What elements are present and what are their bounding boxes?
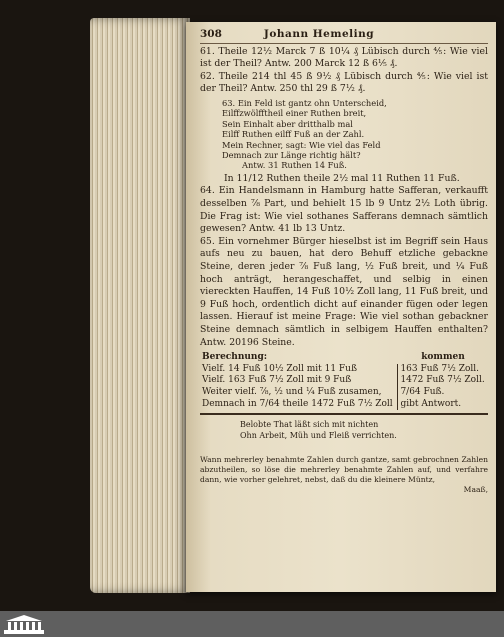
- calc-row: [200, 399, 488, 411]
- calc-row: [200, 387, 488, 399]
- verse-line: Mein Rechner, sagt: Wie viel das Feld: [222, 139, 381, 150]
- solution-63: In 11/12 Ruthen theile 2½ mal 11 Ruthen 11 Fuß.: [224, 172, 460, 184]
- problem-64: 64. Ein Handelsmann in Hamburg hatte Safferan, verkaufft desselben ⅞ Part, und behielt 15 lb 9 Untz 2½ Loth übrig. Die Frag ist: Wie viel sothanes Safferans demnach sämtlich gewesen? Antw. 41 lb 13 Untz.: [200, 185, 488, 235]
- problem-65: 65. Ein vornehmer Bürger hieselbst ist im Begriff sein Haus aufs neu zu bauen, hat dero Behuff etzliche gebackne Steine, deren jeder ⅞ Fuß lang, ½ Fuß breit, und ¼ Fuß hoch anträgt, herangeschaffet, und selbig in einen viereckten Hauffen, 14 Fuß 10½ Zoll lang, 11 Fuß breit, und 9 Fuß hoch, ordentlich dicht auf einander fügen oder legen lassen. Hierauf ist meine Frage: Wie viel sothan gebackner Steine demnach sämtlich in selbigem Hauffen enthalten? Antw. 20196 Steine.: [200, 235, 488, 348]
- rule-note: [200, 455, 488, 495]
- viewer-footer-bar: [0, 611, 504, 637]
- calc-step: Weiter vielf. ⅞, ½ und ¼ Fuß zusamen,: [200, 387, 398, 399]
- motto: [240, 420, 488, 441]
- running-title: Johann Hemeling: [263, 28, 375, 40]
- verse-line: 63. Ein Feld ist gantz ohn Unterscheid,: [222, 97, 387, 108]
- calculation-table: [200, 352, 488, 410]
- page-edges: [90, 18, 190, 593]
- rule-note-text: Wann mehrerley benahmte Zahlen durch gantze, samt gebrochnen Zahlen abzutheilen, so löse die mehrerley benahmte Zahlen auf, und verfahre dann, wie vorher gelehret, nebst, daß du die kleinere Müntz,: [200, 454, 488, 484]
- calc-row: [200, 364, 488, 376]
- catchword: Maaß,: [463, 484, 488, 494]
- verse-line: Demnach zur Länge richtig hält?: [222, 150, 361, 160]
- verse-line: Eilff Ruthen eilff Fuß an der Zahl.: [222, 129, 365, 140]
- motto-line: Belobte That läßt sich mit nichten: [240, 420, 379, 430]
- calc-step: Vielf. 163 Fuß 7½ Zoll mit 9 Fuß: [200, 375, 398, 387]
- calc-row: [200, 375, 488, 387]
- calc-result: gibt Antwort.: [400, 398, 462, 409]
- calc-heading: Berechnung:: [202, 352, 268, 363]
- calc-result: 7/64 Fuß.: [400, 386, 445, 397]
- library-building-icon: [4, 614, 44, 634]
- verse-line: Sein Einhalt aber dritthalb mal: [222, 118, 353, 129]
- calc-step: Vielf. 14 Fuß 10½ Zoll mit 11 Fuß: [200, 364, 398, 376]
- calc-result: 1472 Fuß 7½ Zoll.: [400, 375, 485, 386]
- book-page: [186, 22, 496, 592]
- problem-62: 62. Theile 214 thl 45 ß 9½ ₰ Lübisch durch ⅘: Wie viel ist der Theil? Antw. 250 thl 29 ß 7½ ₰.: [200, 70, 488, 95]
- verse-problem-63: [222, 98, 488, 171]
- running-header: [200, 28, 488, 44]
- open-book: [90, 18, 498, 608]
- divider-rule: [200, 413, 488, 415]
- verse-answer: Antw. 31 Ruthen 14 Fuß.: [242, 160, 347, 171]
- calc-result-heading: kommen: [421, 352, 465, 363]
- problem-61: 61. Theile 12½ Marck 7 ß 10¼ ₰ Lübisch durch ⅘: Wie viel ist der Theil? Antw. 200 Marck 12 ß 6⅕ ₰.: [200, 45, 488, 70]
- page-text: [200, 28, 488, 495]
- calc-result: 163 Fuß 7½ Zoll.: [400, 363, 479, 374]
- motto-line: Ohn Arbeit, Müh und Fleiß verrichten.: [240, 430, 397, 440]
- calc-step: Demnach in 7/64 theile 1472 Fuß 7½ Zoll: [200, 399, 398, 411]
- verse-line: Eilffzwölfftheil einer Ruthen breit,: [222, 108, 367, 119]
- page-number: 308: [200, 28, 222, 40]
